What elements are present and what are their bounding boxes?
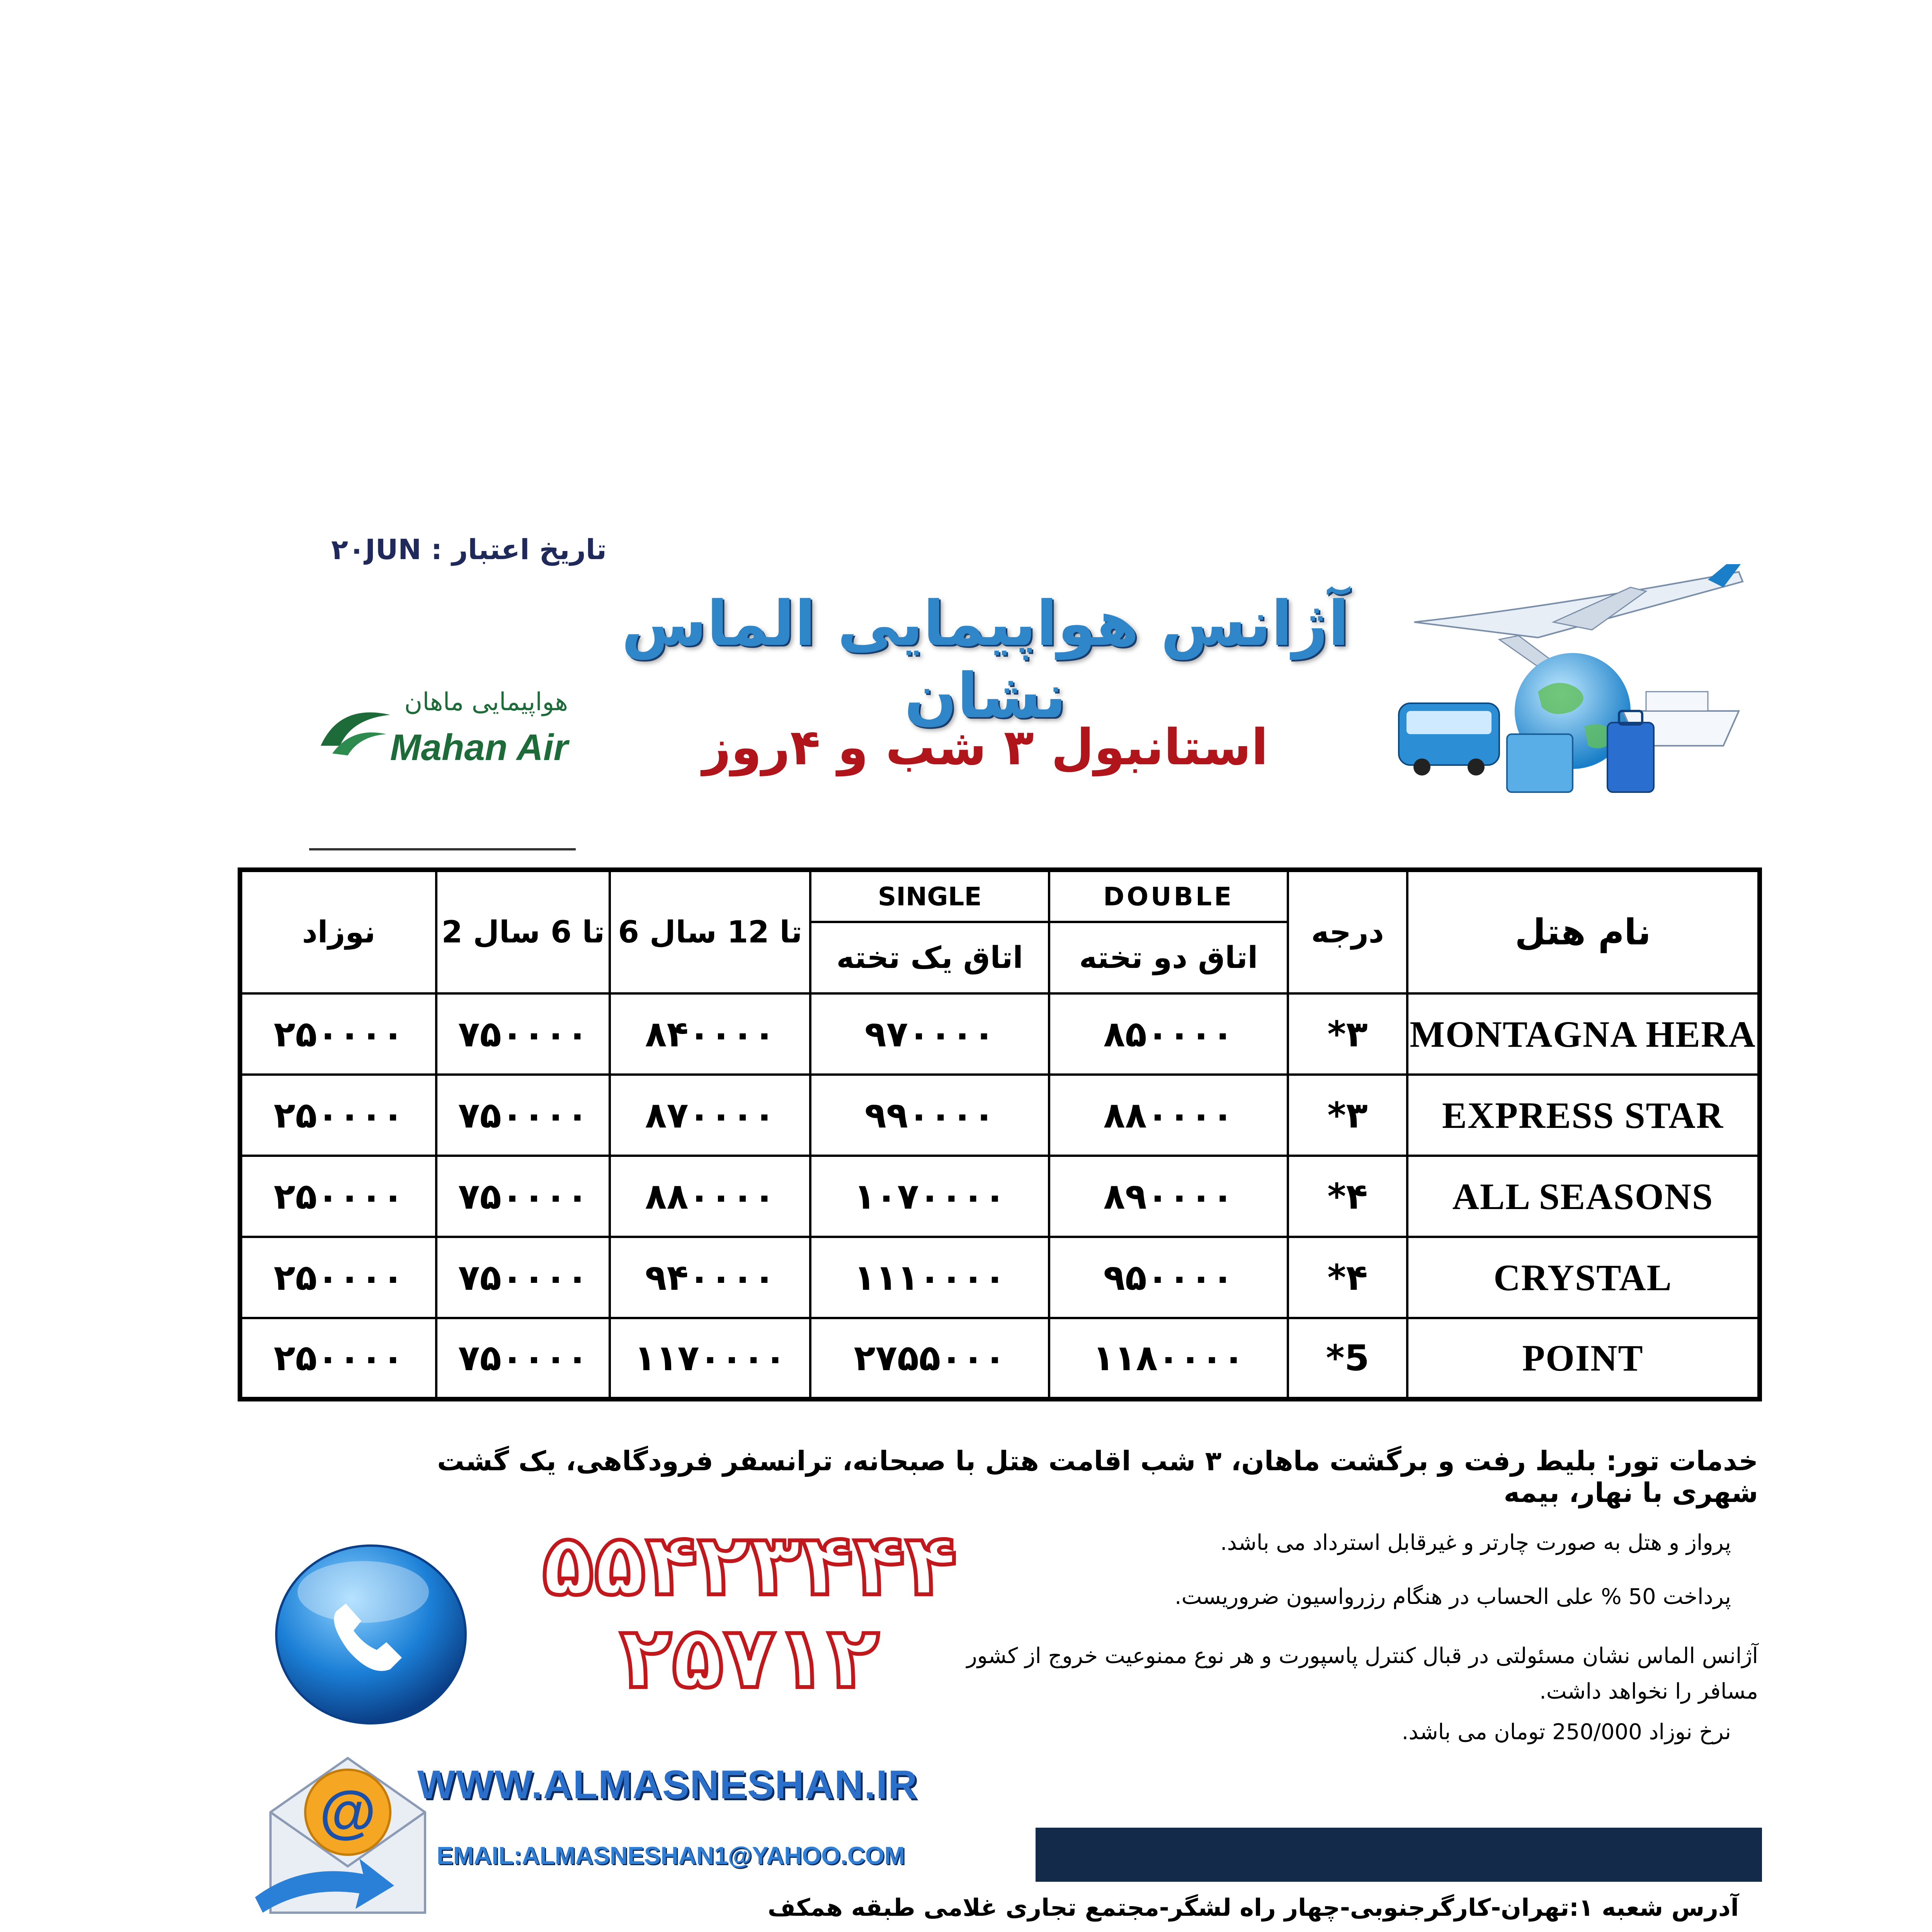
cell-infant: ۲۵۰۰۰۰: [240, 1156, 436, 1237]
table-row: [240, 1156, 1760, 1237]
cell-single: ۱۱۱۰۰۰۰: [810, 1237, 1049, 1318]
header-hotel: نام هتل: [1407, 870, 1760, 993]
website-link[interactable]: WWW.ALMASNESHAN.IR: [417, 1762, 918, 1807]
mahan-air-logo: [309, 688, 580, 781]
cell-child-2-6: ۷۵۰۰۰۰: [436, 1237, 610, 1318]
table-row: [240, 1318, 1760, 1399]
cell-double: ۹۵۰۰۰۰: [1049, 1237, 1288, 1318]
cell-child-6-12: ۸۴۰۰۰۰: [610, 993, 810, 1075]
price-table: [238, 867, 1762, 1401]
table-row: [240, 1237, 1760, 1318]
cell-single: ۲۷۵۵۰۰۰: [810, 1318, 1049, 1399]
tour-title: استانبول ۳ شب و ۴روز: [702, 719, 1269, 776]
note-item: نرخ نوزاد 250/000 تومان می باشد.: [1401, 1719, 1731, 1745]
phone-icon: [270, 1534, 471, 1735]
header-infant: نوزاد: [240, 870, 436, 993]
cell-single: ۹۷۰۰۰۰: [810, 993, 1049, 1075]
note-item: پرواز و هتل به صورت چارتر و غیرقابل استرداد می باشد.: [1220, 1530, 1731, 1555]
cell-child-6-12: ۱۱۷۰۰۰۰: [610, 1318, 810, 1399]
phone-number: [475, 1515, 1024, 1707]
cell-child-6-12: ۸۷۰۰۰۰: [610, 1075, 810, 1156]
header-single-en: SINGLE: [810, 870, 1049, 922]
cell-grade: 5*: [1288, 1318, 1407, 1399]
header-grade: درجه: [1288, 870, 1407, 993]
decorative-bar: [1036, 1828, 1762, 1882]
validity-value: ۲۰JUN: [331, 533, 422, 566]
travel-illustration-icon: [1391, 564, 1747, 796]
cell-hotel: CRYSTAL: [1407, 1237, 1760, 1318]
validity-date: [305, 533, 607, 566]
cell-infant: ۲۵۰۰۰۰: [240, 1318, 436, 1399]
cell-grade: ۳*: [1288, 993, 1407, 1075]
cell-single: ۱۰۷۰۰۰۰: [810, 1156, 1049, 1237]
cell-infant: ۲۵۰۰۰۰: [240, 1237, 436, 1318]
table-row: [240, 1075, 1760, 1156]
header-double-fa: اتاق دو تخته: [1049, 922, 1288, 993]
tour-services: خدمات تور: بلیط رفت و برگشت ماهان، ۳ شب اقامت هتل با صبحانه، ترانسفر فرودگاهی، یک گشت شهری با نهار، بیمه: [437, 1445, 1758, 1509]
cell-child-6-12: ۹۴۰۰۰۰: [610, 1237, 810, 1318]
note-item: آژانس الماس نشان مسئولتی در قبال کنترل پاسپورت و هر نوع ممنوعیت خروج از کشور مسافر را نخواهد داشت.: [966, 1643, 1758, 1704]
cell-hotel: ALL SEASONS: [1407, 1156, 1760, 1237]
logo-latin-text: Mahan Air: [390, 727, 568, 768]
cell-child-2-6: ۷۵۰۰۰۰: [436, 1318, 610, 1399]
cell-child-2-6: ۷۵۰۰۰۰: [436, 1075, 610, 1156]
note-item: پرداخت 50 % علی الحساب در هنگام رزرواسیون ضروریست.: [1174, 1584, 1731, 1609]
validity-label: تاریخ اعتبار :: [431, 533, 607, 566]
cell-grade: ۴*: [1288, 1156, 1407, 1237]
cell-child-6-12: ۸۸۰۰۰۰: [610, 1156, 810, 1237]
cell-child-2-6: ۷۵۰۰۰۰: [436, 993, 610, 1075]
cell-infant: ۲۵۰۰۰۰: [240, 1075, 436, 1156]
logo-mark-icon: [317, 699, 394, 761]
cell-double: ۸۸۰۰۰۰: [1049, 1075, 1288, 1156]
cell-hotel: MONTAGNA HERA: [1407, 993, 1760, 1075]
address-branch-1: آدرس شعبه ۱:تهران-کارگرجنوبی-چهار راه لشگر-مجتمع تجاری غلامی طبقه همکف: [767, 1893, 1739, 1922]
agency-title: آژانس هواپیمایی الماس نشان: [621, 587, 1349, 732]
cell-child-2-6: ۷۵۰۰۰۰: [436, 1156, 610, 1237]
cell-grade: ۳*: [1288, 1075, 1407, 1156]
header-double-en: DOUBLE: [1049, 870, 1288, 922]
phone-line-2: ۲۵۷۱۲: [620, 1608, 879, 1707]
header-child-6-12: 6 تا 12 سال: [610, 870, 810, 993]
email-link[interactable]: EMAIL:ALMASNESHAN1@YAHOO.COM: [437, 1842, 905, 1869]
phone-line-1: ۵۵۴۲۳۴۴۴: [542, 1515, 957, 1614]
header-child-2-6: 2 تا 6 سال: [436, 870, 610, 993]
logo-persian-text: هواپیمایی ماهان: [404, 688, 568, 716]
cell-double: ۱۱۸۰۰۰۰: [1049, 1318, 1288, 1399]
cell-infant: ۲۵۰۰۰۰: [240, 993, 436, 1075]
cell-grade: ۴*: [1288, 1237, 1407, 1318]
cell-single: ۹۹۰۰۰۰: [810, 1075, 1049, 1156]
header-single-fa: اتاق یک تخته: [810, 922, 1049, 993]
table-row: [240, 993, 1760, 1075]
cell-hotel: EXPRESS STAR: [1407, 1075, 1760, 1156]
cell-double: ۸۵۰۰۰۰: [1049, 993, 1288, 1075]
svg-text:@: @: [319, 1779, 376, 1844]
logo-underline: [309, 848, 576, 850]
table-header-row: [240, 870, 1760, 922]
cell-hotel: POINT: [1407, 1318, 1760, 1399]
cell-double: ۸۹۰۰۰۰: [1049, 1156, 1288, 1237]
